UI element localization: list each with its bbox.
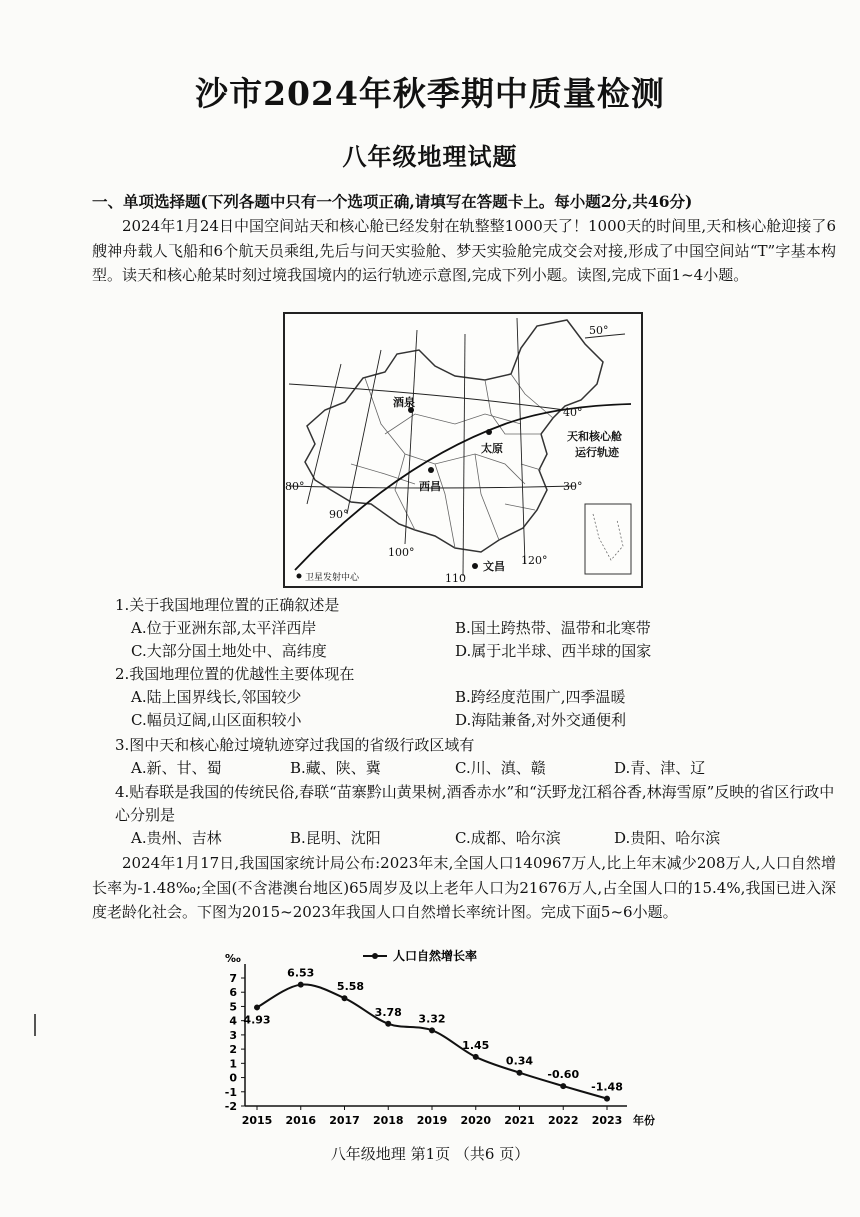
data-point xyxy=(604,1096,610,1102)
y-tick-label: -2 xyxy=(224,1100,237,1113)
margin-mark xyxy=(34,1014,36,1036)
data-point xyxy=(560,1083,566,1089)
y-tick-label: 4 xyxy=(229,1014,237,1028)
map-label-orbit-1: 天和核心舱 xyxy=(567,430,622,443)
section-intro-paragraph: 2024年1月24日中国空间站天和核心舱已经发射在轨整整1000天了！1000天的时间里,天和核心舱迎接了6艘神舟载人飞船和6个航天员乘组,先后与问天实验舱、梦天实验舱完成交会对接,形成了中国空间站“T”字基本构型。读天和核心舱某时刻过境我国境内的运行轨迹示意图,完成下列小题。读图,完成下面1~4小题。 xyxy=(92,217,836,284)
map-legend-label: 卫星发射中心 xyxy=(305,573,360,583)
map-label-lat40: 40° xyxy=(563,406,583,419)
x-tick-label: 2021 xyxy=(504,1114,535,1127)
x-tick-label: 2018 xyxy=(372,1114,404,1127)
data-point xyxy=(342,995,348,1001)
data-label: 3.78 xyxy=(374,1005,402,1019)
data-label: -1.48 xyxy=(591,1080,623,1094)
data-label: 6.53 xyxy=(287,966,315,980)
y-tick-label: 2 xyxy=(229,1043,237,1057)
question-4-stem: 4.贴春联是我国的传统民俗,春联“苗寨黔山黄果树,酒香赤水”和“沃野龙江稻谷香,林海雪原”反映的省区行政中心分别是 xyxy=(115,783,835,824)
question-3-option-b[interactable]: B.藏、陕、冀 xyxy=(290,759,381,777)
y-tick-label: -1 xyxy=(224,1085,237,1099)
map-label-lon100: 100° xyxy=(388,546,415,559)
page-title: 沙市2024年秋季期中质量检测 xyxy=(195,74,665,113)
question-2-option-d[interactable]: D.海陆兼备,对外交通便利 xyxy=(455,711,627,729)
question-3-stem: 3.图中天和核心舱过境轨迹穿过我国的省级行政区域有 xyxy=(115,736,475,754)
question-1-stem: 1.关于我国地理位置的正确叙述是 xyxy=(115,596,340,614)
question-1-option-b[interactable]: B.国土跨热带、温带和北寒带 xyxy=(455,619,651,637)
data-point xyxy=(473,1054,479,1060)
chart-svg xyxy=(215,944,655,1130)
y-tick-label: 0 xyxy=(229,1071,237,1085)
map-label-lon120: 120° xyxy=(521,554,548,567)
question-4-option-b[interactable]: B.昆明、沈阳 xyxy=(290,829,381,847)
map-label-lon80: 80° xyxy=(285,480,305,493)
map-label-jiuquan: 酒泉 xyxy=(393,396,415,409)
y-axis-unit: ‰ xyxy=(225,952,241,965)
y-tick-label: 6 xyxy=(229,986,237,1000)
map-label-xichang: 西昌 xyxy=(419,480,441,493)
legend-label: 人口自然增长率 xyxy=(393,949,478,963)
question-1-option-a[interactable]: A.位于亚洲东部,太平洋西岸 xyxy=(131,619,317,637)
legend-marker xyxy=(372,953,378,959)
y-tick-label: 3 xyxy=(229,1028,237,1042)
question-1-option-d[interactable]: D.属于北半球、西半球的国家 xyxy=(455,642,652,660)
data-label: 0.34 xyxy=(505,1054,534,1068)
china-map-figure xyxy=(283,312,643,588)
population-growth-chart xyxy=(215,944,655,1130)
x-tick-label: 2019 xyxy=(416,1114,448,1127)
x-tick-label: 2016 xyxy=(285,1114,317,1127)
question-2-option-b[interactable]: B.跨经度范围广,四季温暖 xyxy=(455,688,626,706)
page-subtitle: 八年级地理试题 xyxy=(342,142,518,171)
page-footer: 八年级地理 第1页 （共6 页） xyxy=(330,1145,530,1163)
data-label: 4.93 xyxy=(243,1013,271,1027)
question-2-option-c[interactable]: C.幅员辽阔,山区面积较小 xyxy=(131,711,302,729)
data-label: 5.58 xyxy=(336,980,365,994)
data-label: -0.60 xyxy=(547,1068,580,1082)
data-label: 3.32 xyxy=(418,1012,446,1026)
question-4-option-a[interactable]: A.贵州、吉林 xyxy=(131,829,222,847)
x-axis-label: 年份 xyxy=(633,1114,655,1127)
map-label-wenchang: 文昌 xyxy=(483,560,505,573)
data-point xyxy=(517,1070,523,1076)
map-label-lon90: 90° xyxy=(329,508,349,521)
map-label-lon110: 110 xyxy=(445,572,466,585)
x-tick-label: 2020 xyxy=(460,1114,492,1127)
x-tick-label: 2015 xyxy=(241,1114,273,1127)
data-point xyxy=(429,1027,435,1033)
question-3-option-d[interactable]: D.青、津、辽 xyxy=(614,759,706,777)
question-2-stem: 2.我国地理位置的优越性主要体现在 xyxy=(115,665,355,683)
question-2-option-a[interactable]: A.陆上国界线长,邻国较少 xyxy=(131,688,302,706)
question-3-option-a[interactable]: A.新、甘、蜀 xyxy=(131,759,222,777)
series-line-natural-growth-rate xyxy=(257,985,607,1099)
y-tick-label: 5 xyxy=(229,1000,237,1014)
section-2-intro-paragraph: 2024年1月17日,我国国家统计局公布:2023年末,全国人口140967万人,比上年末减少208万人,人口自然增长率为-1.48‰;全国(不含港澳台地区)65周岁及以上老年人口为21676万人,占全国人口的15.4%,我国已进入深度老龄化社会。下图为2015~2023年我国人口自然增长率统计图。完成下面5~6小题。 xyxy=(92,854,836,921)
map-label-taiyuan: 太原 xyxy=(481,442,503,455)
question-1-option-c[interactable]: C.大部分国土地处中、高纬度 xyxy=(131,642,327,660)
question-4-option-d[interactable]: D.贵阳、哈尔滨 xyxy=(614,829,721,847)
map-label-orbit-2: 运行轨迹 xyxy=(575,446,619,459)
x-tick-label: 2023 xyxy=(591,1114,623,1127)
question-4-option-c[interactable]: C.成都、哈尔滨 xyxy=(455,829,561,847)
section-heading: 一、单项选择题(下列各题中只有一个选项正确,请填写在答题卡上。每小题2分,共46分) xyxy=(92,192,693,211)
x-tick-label: 2017 xyxy=(329,1114,360,1127)
y-tick-label: 1 xyxy=(229,1057,237,1071)
data-point xyxy=(254,1004,260,1010)
data-point xyxy=(298,982,304,988)
data-label: 1.45 xyxy=(462,1038,490,1052)
y-tick-label: 7 xyxy=(229,972,237,985)
map-label-lat30: 30° xyxy=(563,480,583,493)
data-point xyxy=(385,1021,391,1027)
question-3-option-c[interactable]: C.川、滇、赣 xyxy=(455,759,546,777)
x-tick-label: 2022 xyxy=(547,1114,579,1127)
map-label-lat50: 50° xyxy=(589,324,609,337)
